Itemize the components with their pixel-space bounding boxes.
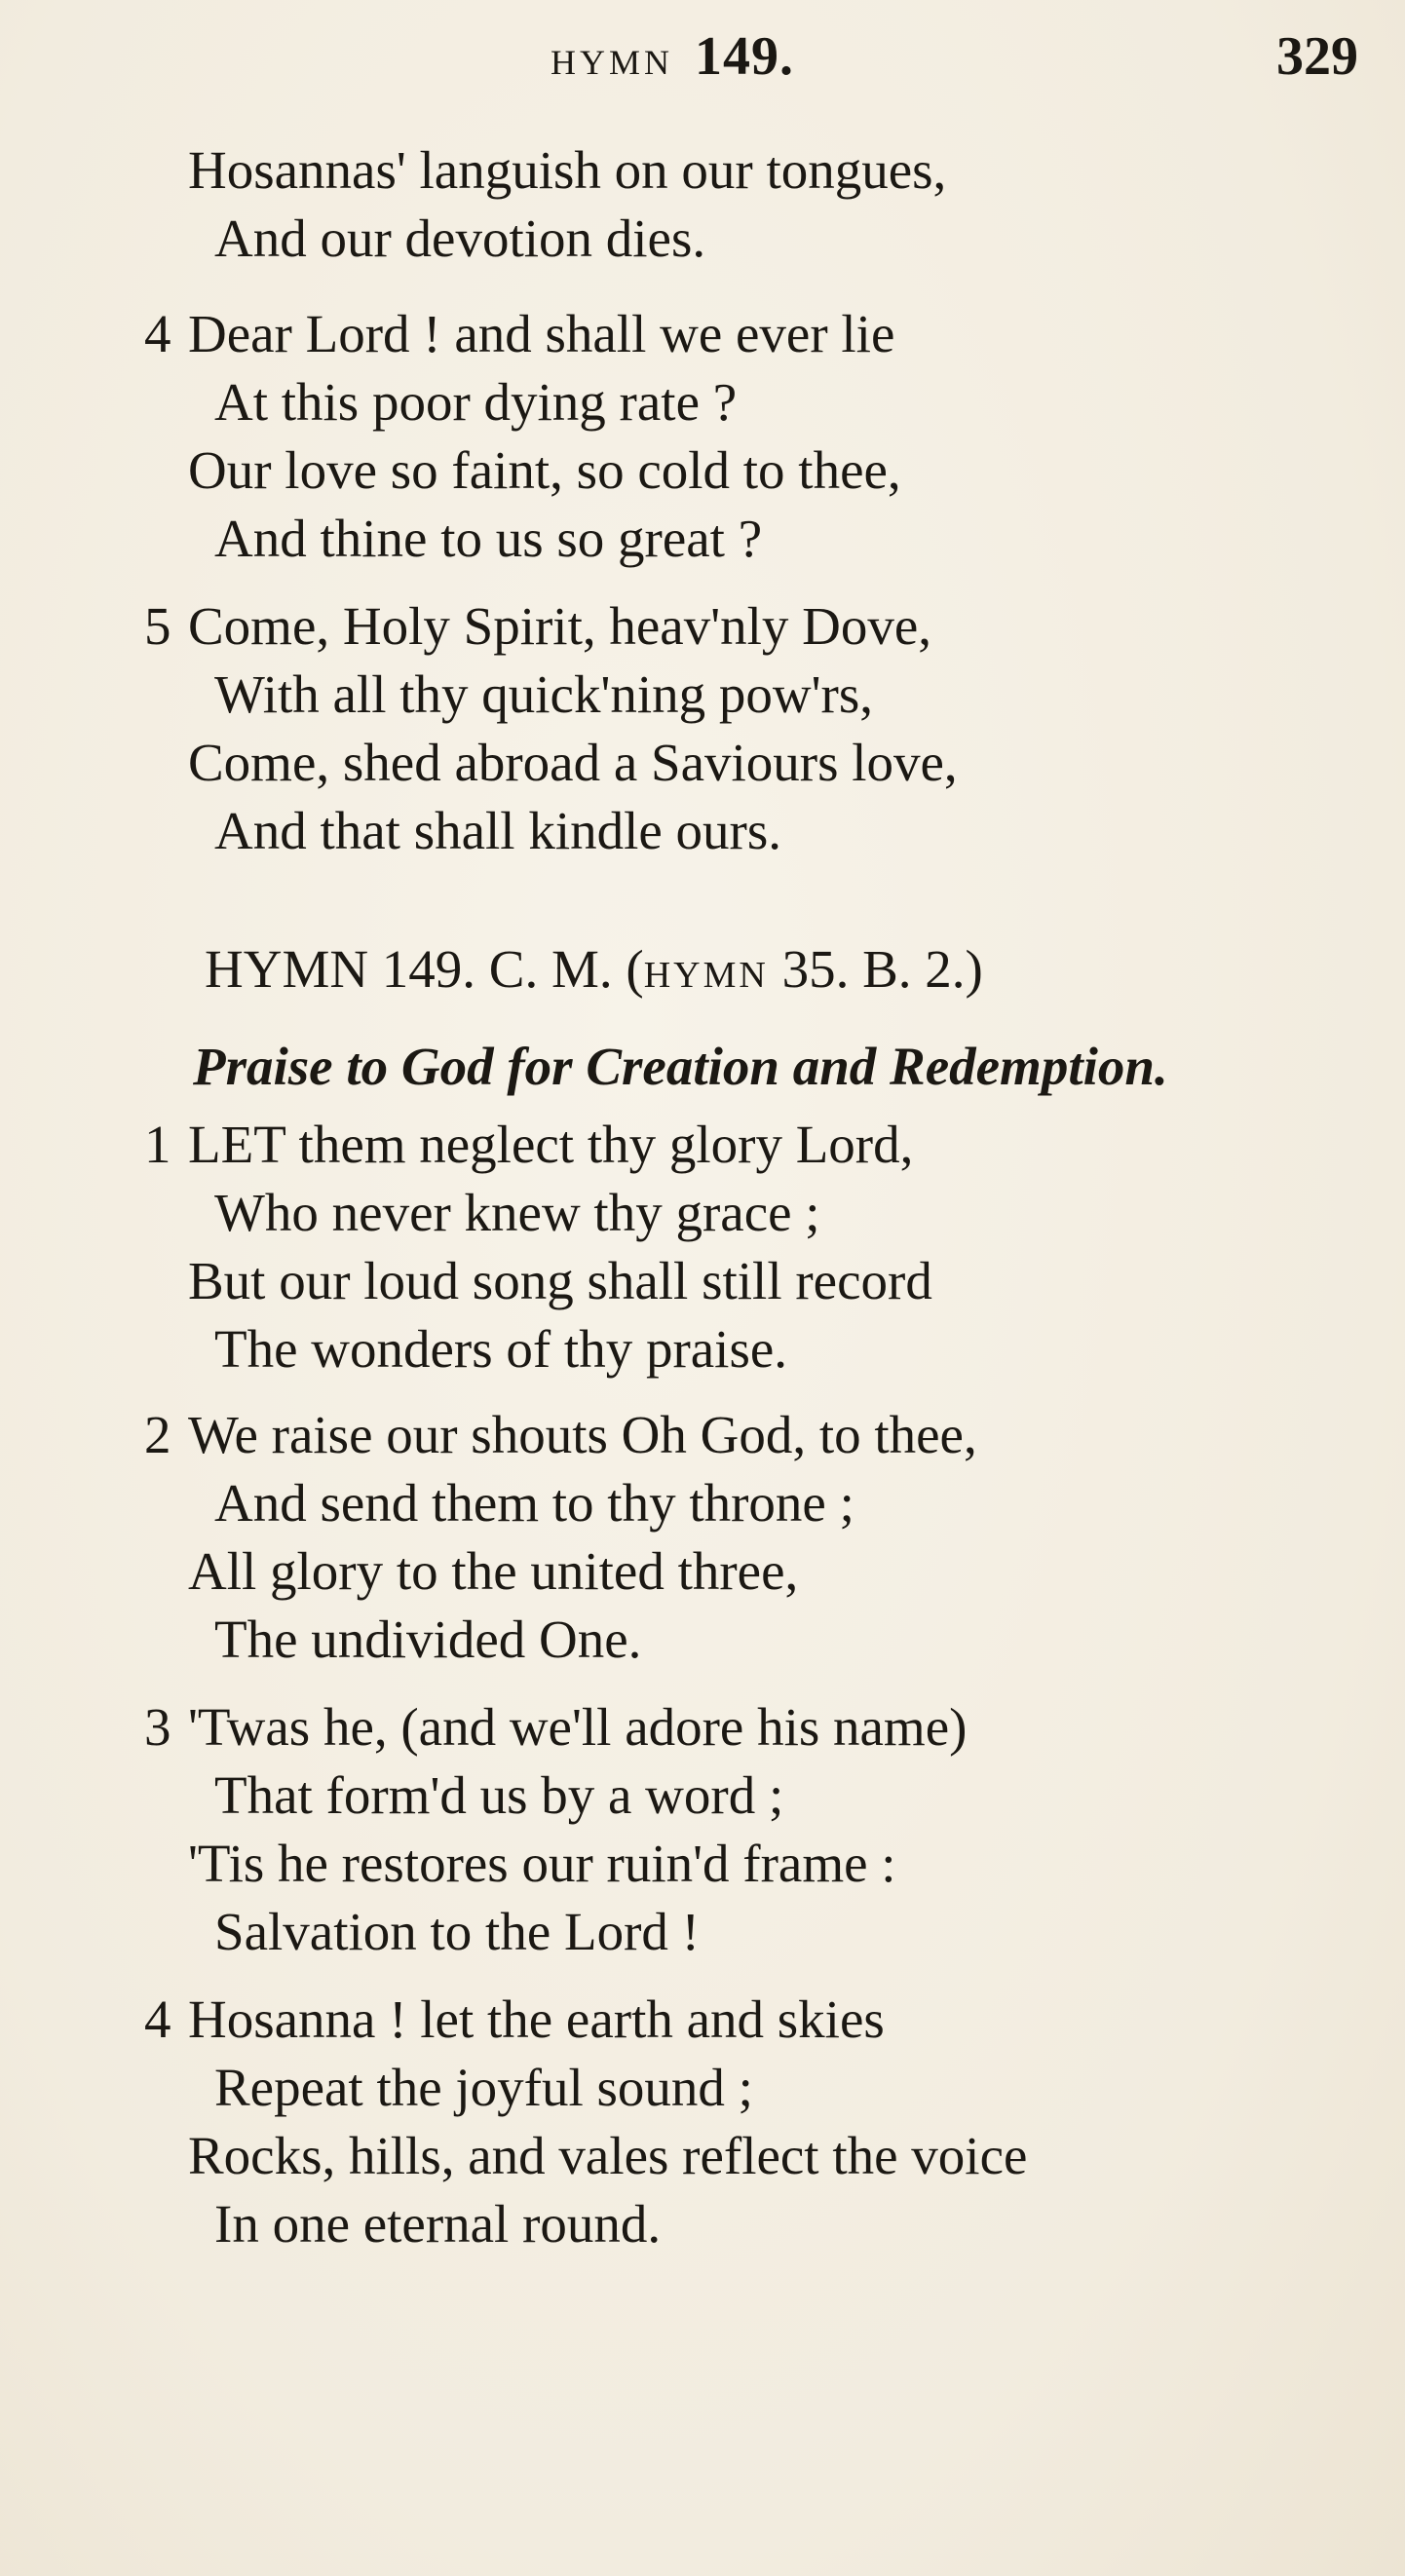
verse-4-line-3: Rocks, hills, and vales reflect the voice [188,2126,1028,2185]
prev-verse-4-line-1: Dear Lord ! and shall we ever lie [188,304,895,363]
verse-1-number: 1 [144,1115,171,1174]
page-header [0,25,1405,94]
verse-1-line-3: But our loud song shall still record [188,1251,932,1310]
prev-verse-4-line-3: Our love so faint, so cold to thee, [188,440,901,500]
verse-1-line-1: LET them neglect thy glory Lord, [188,1115,914,1174]
verse-2-line-4: The undivided One. [214,1610,642,1669]
verse-3-line-1: 'Twas he, (and we'll adore his name) [188,1697,968,1757]
verse-1-line-4: The wonders of thy praise. [214,1319,788,1379]
running-title-word: HYMN [551,43,674,82]
hymn-heading-tail: 35. B. 2.) [768,939,983,999]
running-title-number: 149. [695,26,795,87]
verse-4-number: 4 [144,1989,171,2049]
running-title [551,25,794,88]
hymn-heading [205,935,983,1009]
prev-verse-5-number: 5 [144,596,171,656]
verse-3-number: 3 [144,1697,171,1757]
hymn-heading-small-caps: HYMN [643,955,769,996]
verse-4-line-1: Hosanna ! let the earth and skies [188,1989,885,2049]
page-number: 329 [1276,26,1358,87]
prev-verse-5-line-4: And that shall kindle ours. [214,801,782,860]
verse-1-line-2: Who never knew thy grace ; [214,1183,820,1242]
verse-4-line-2: Repeat the joyful sound ; [214,2058,753,2117]
verse-3-line-2: That form'd us by a word ; [214,1765,784,1825]
verse-4-line-4: In one eternal round. [214,2194,662,2254]
continuation-line-2: And our devotion dies. [214,208,706,268]
prev-verse-5-line-3: Come, shed abroad a Saviours love, [188,733,958,792]
verse-3-line-3: 'Tis he restores our ruin'd frame : [188,1834,896,1893]
continuation-line-1: Hosannas' languish on our tongues, [188,140,947,200]
prev-verse-5-line-1: Come, Holy Spirit, heav'nly Dove, [188,596,932,656]
prev-verse-5-line-2: With all thy quick'ning pow'rs, [214,664,874,724]
prev-verse-4-line-4: And thine to us so great ? [214,509,763,568]
prev-verse-4-line-2: At this poor dying rate ? [214,372,738,432]
hymn-heading-main: HYMN 149. C. M. ( [205,939,644,999]
verse-3-line-4: Salvation to the Lord ! [214,1902,700,1961]
verse-2-line-3: All glory to the united three, [188,1541,799,1601]
verse-2-line-1: We raise our shouts Oh God, to thee, [188,1405,977,1464]
verse-2-number: 2 [144,1405,171,1464]
prev-verse-4-number: 4 [144,304,171,363]
hymn-subtitle: Praise to God for Creation and Redemption. [193,1037,1168,1096]
verse-2-line-2: And send them to thy throne ; [214,1473,854,1533]
